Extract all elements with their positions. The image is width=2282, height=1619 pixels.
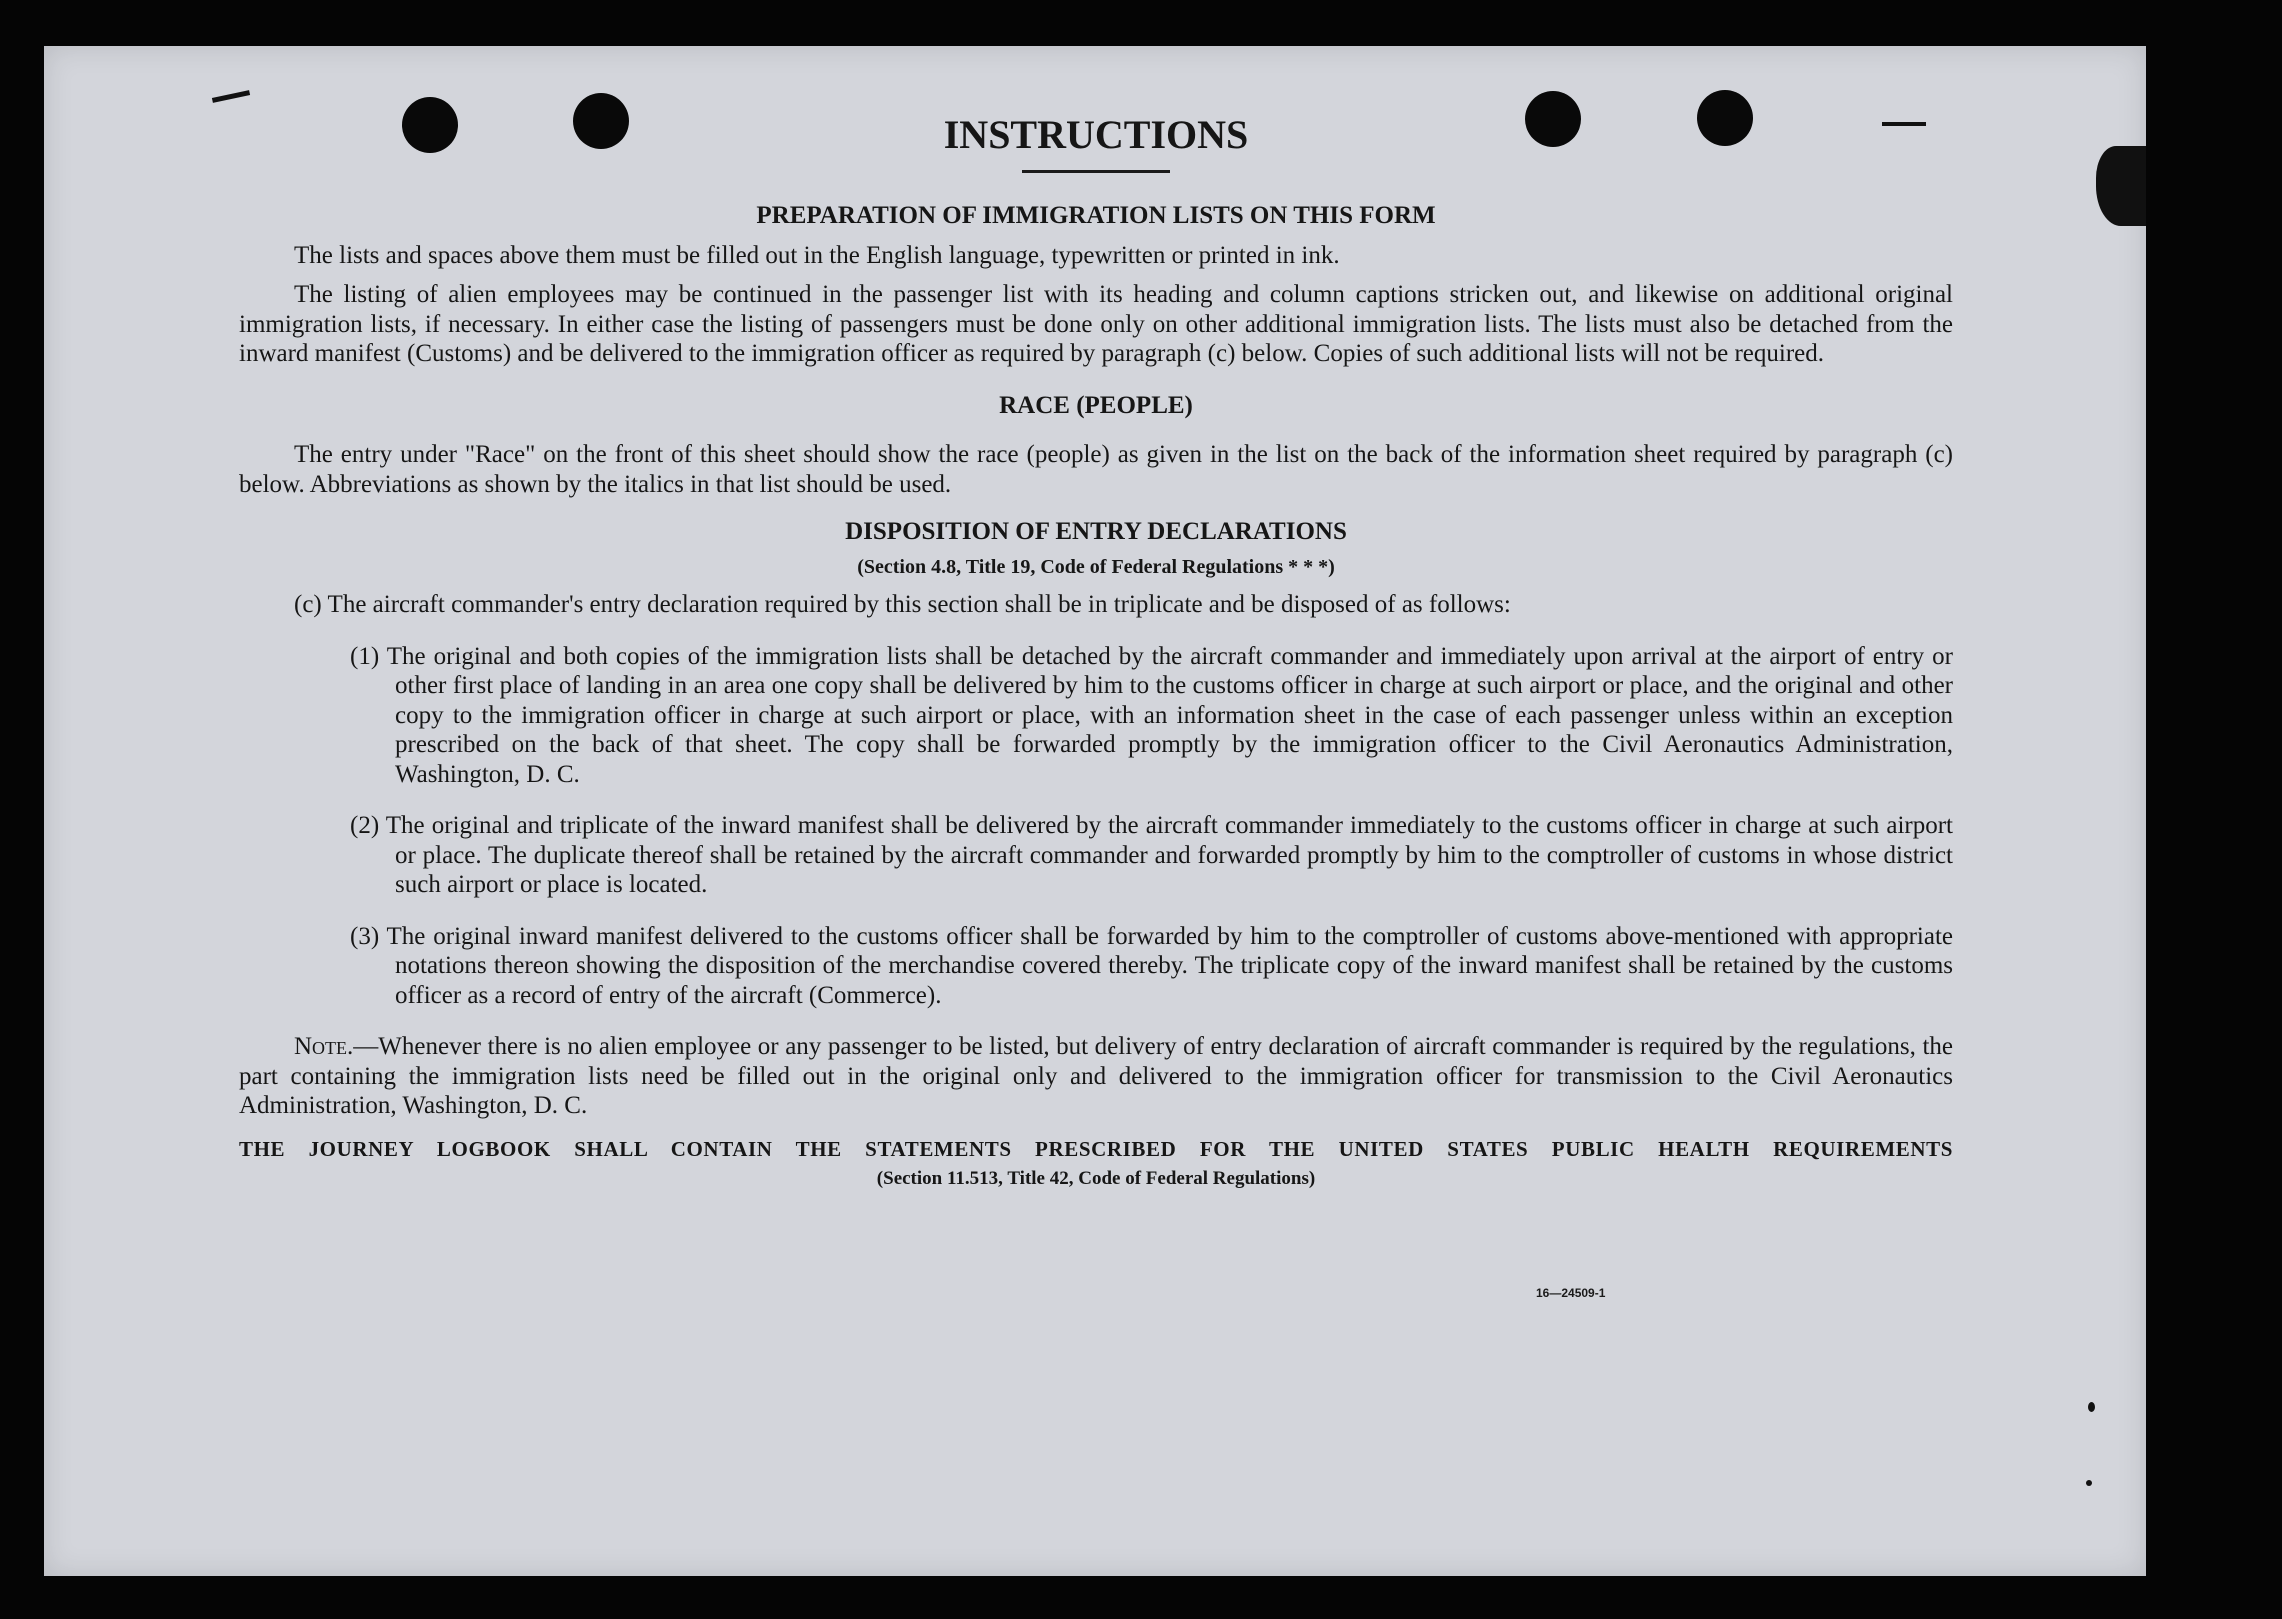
ink-mark: [212, 90, 250, 103]
document-page: [44, 46, 2146, 1576]
form-number: 16—24509-1: [1536, 1286, 1606, 1300]
torn-edge: [2096, 146, 2146, 226]
preparation-heading: PREPARATION OF IMMIGRATION LISTS ON THIS FORM: [756, 202, 1436, 229]
note-text: —Whenever there is no alien employee or any passenger to be listed, but delivery of entry declaration of aircraft commander is required by the regulations, the part containing the immigration lists need be filled out in the original only and delivered to the immigration officer for transmission to the Civil Aeronautics Administration, Washington, D. C.: [239, 1033, 1953, 1119]
disposition-item-3: (3) The original inward manifest delivered to the customs officer shall be forwarded by him to the comptroller of customs above-mentioned with appropriate notations thereon showing the disposition of the merchandise covered thereby. The triplicate copy of the inward manifest shall be retained by the customs officer as a record of entry of the aircraft (Commerce).: [350, 922, 1953, 1009]
disposition-item-1: (1) The original and both copies of the immigration lists shall be detached by the aircraft commander and immediately upon arrival at the airport of entry or other first place of landing in an area one copy shall be delivered by him to the customs officer in charge at such airport or place, and the original and other copy to the immigration officer in charge at such airport or place, with an information sheet in the case of each passenger unless within an exception prescribed on the back of that sheet. The copy shall be forwarded promptly by the immigration officer to the Civil Aeronautics Administration, Washington, D. C.: [350, 642, 1953, 788]
ink-dot: [2086, 1480, 2092, 1486]
race-paragraph: The entry under "Race" on the front of this sheet should show the race (people) as given in the list on the back of the information sheet required by paragraph (c) below. Abbreviations as shown by the italics in that list should be used.: [239, 441, 1953, 498]
ink-dot: [2088, 1402, 2095, 1412]
disposition-citation: (Section 4.8, Title 19, Code of Federal Regulations * * *): [857, 555, 1335, 578]
instructions-text: [239, 112, 1953, 1194]
note-paragraph: [239, 1032, 1953, 1121]
health-requirements-citation: (Section 11.513, Title 42, Code of Federal Regulations): [876, 1168, 1316, 1189]
disposition-heading: DISPOSITION OF ENTRY DECLARATIONS: [845, 518, 1347, 545]
race-heading: RACE (PEOPLE): [999, 391, 1193, 419]
page-title: INSTRUCTIONS: [943, 112, 1249, 157]
disposition-item-2: (2) The original and triplicate of the inward manifest shall be delivered by the aircraft commander immediately to the customs officer in charge at such airport or place. The duplicate thereof shall be retained by the aircraft commander and forwarded promptly by him to the comptroller of customs in whose district such airport or place is located.: [350, 812, 1953, 898]
health-requirements-line: THE JOURNEY LOGBOOK SHALL CONTAIN THE STATEMENTS PRESCRIBED FOR THE UNITED STATES PUBLIC HEALTH REQUIREMENTS: [239, 1136, 1953, 1161]
preparation-paragraph-2: The listing of alien employees may be continued in the passenger list with its heading and column captions stricken out, and likewise on additional original immigration lists, if necessary. In either case the listing of passengers must be done only on other additional immigration lists. The lists must also be detached from the inward manifest (Customs) and be delivered to the immigration officer as required by paragraph (c) below. Copies of such additional lists will not be required.: [239, 281, 1953, 367]
disposition-intro: (c) The aircraft commander's entry declaration required by this section shall be in triplicate and be disposed of as follows:: [294, 591, 1511, 618]
note-lead: Note.: [294, 1033, 354, 1060]
title-underline: [1022, 170, 1170, 173]
preparation-paragraph-1: The lists and spaces above them must be filled out in the English language, typewritten or printed in ink.: [294, 241, 1340, 269]
